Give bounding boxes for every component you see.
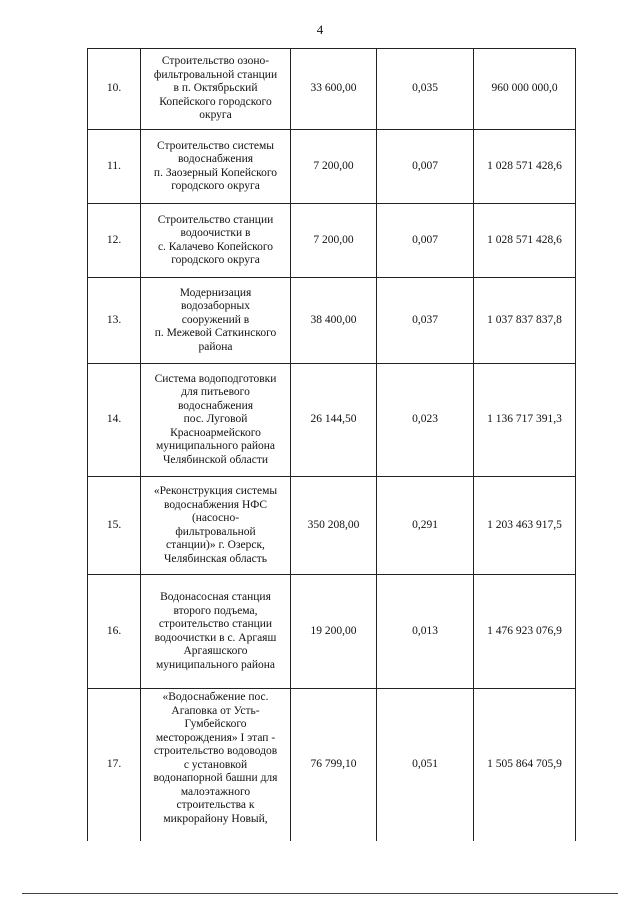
name-line: «Реконструкция системы xyxy=(153,485,278,497)
value-a: 350 208,00 xyxy=(291,477,377,575)
value-c: 1 028 571 428,6 xyxy=(474,130,576,204)
data-table xyxy=(87,48,576,841)
name-line: Челябинская область xyxy=(163,552,268,565)
value-a: 19 200,00 xyxy=(291,575,377,689)
name-line: водоочистки в с. Аргаяш xyxy=(154,631,277,644)
object-name xyxy=(141,278,291,364)
row-number: 13. xyxy=(88,278,141,364)
name-line: месторождения» I этап - xyxy=(155,731,276,744)
table-row xyxy=(88,689,576,841)
name-line: второго подъема, xyxy=(173,604,258,617)
value-b: 0,051 xyxy=(377,689,474,841)
name-line: малоэтажного xyxy=(180,785,251,798)
name-line: водоочистки в xyxy=(180,227,251,239)
table-row xyxy=(88,477,576,575)
value-b: 0,037 xyxy=(377,278,474,364)
name-line: для питьевого xyxy=(181,386,250,399)
row-number: 14. xyxy=(88,364,141,477)
name-line: водонапорной башни для xyxy=(153,772,278,784)
value-c: 1 505 864 705,9 xyxy=(474,689,576,841)
value-a: 7 200,00 xyxy=(291,204,377,278)
table-row xyxy=(88,278,576,364)
value-a: 76 799,10 xyxy=(291,689,377,841)
table-row xyxy=(88,49,576,130)
table-row xyxy=(88,130,576,204)
name-line: Челябинской области xyxy=(162,453,269,466)
name-line: п. Заозерный Копейского xyxy=(153,166,278,179)
name-line: «Водоснабжение пос. xyxy=(162,691,269,703)
name-line: с установкой xyxy=(183,758,248,771)
name-line: водозаборных xyxy=(181,300,250,313)
name-line: городского округа xyxy=(171,180,260,192)
name-line: Водонасосная станция xyxy=(160,591,271,603)
value-a: 38 400,00 xyxy=(291,278,377,364)
table-body xyxy=(88,49,576,841)
row-number: 16. xyxy=(88,575,141,689)
name-line: фильтровальной станции xyxy=(153,68,278,81)
value-b: 0,007 xyxy=(377,204,474,278)
value-c: 1 028 571 428,6 xyxy=(474,204,576,278)
object-name xyxy=(141,689,291,841)
name-line: округа xyxy=(199,109,232,122)
name-line: муниципального района xyxy=(156,658,275,671)
name-line: строительство водоводов xyxy=(153,745,278,757)
name-line: Система водоподготовки xyxy=(154,372,277,385)
value-b: 0,023 xyxy=(377,364,474,477)
value-c: 960 000 000,0 xyxy=(474,49,576,130)
object-name xyxy=(141,204,291,278)
name-line: с. Калачево Копейского xyxy=(157,240,274,253)
object-name xyxy=(141,575,291,689)
object-name xyxy=(141,130,291,204)
name-line: сооружений в xyxy=(181,313,250,326)
name-line: Строительство станции xyxy=(157,213,274,226)
row-number: 15. xyxy=(88,477,141,575)
value-a: 7 200,00 xyxy=(291,130,377,204)
name-line: Красноармейского xyxy=(170,426,261,439)
value-c: 1 136 717 391,3 xyxy=(474,364,576,477)
name-line: строительство станции xyxy=(158,618,273,630)
name-line: водоснабжения xyxy=(177,153,254,165)
value-a: 33 600,00 xyxy=(291,49,377,130)
name-line: Строительство системы xyxy=(156,139,275,152)
name-line: фильтровальной xyxy=(175,525,256,538)
name-line: района xyxy=(198,340,233,353)
table-row xyxy=(88,204,576,278)
name-line: Модернизация xyxy=(179,286,252,299)
name-line: п. Межевой Саткинского xyxy=(154,327,277,340)
name-line: водоснабжения xyxy=(177,399,254,412)
table-row xyxy=(88,364,576,477)
name-line: Копейского городского xyxy=(159,95,272,108)
object-name xyxy=(141,477,291,575)
name-line: городского округа xyxy=(171,254,260,266)
value-a: 26 144,50 xyxy=(291,364,377,477)
value-b: 0,291 xyxy=(377,477,474,575)
row-number: 10. xyxy=(88,49,141,130)
footer-rule xyxy=(22,893,618,894)
name-line: (насосно- xyxy=(191,512,240,524)
name-line: строительства к xyxy=(176,799,255,811)
name-line: Гумбейского xyxy=(184,718,247,730)
name-line: муниципального района xyxy=(156,440,275,453)
value-c: 1 203 463 917,5 xyxy=(474,477,576,575)
name-line: пос. Луговой xyxy=(183,413,248,426)
value-b: 0,035 xyxy=(377,49,474,130)
value-c: 1 476 923 076,9 xyxy=(474,575,576,689)
table-row xyxy=(88,575,576,689)
value-b: 0,013 xyxy=(377,575,474,689)
object-name xyxy=(141,49,291,130)
row-number: 12. xyxy=(88,204,141,278)
name-line: в п. Октябрьский xyxy=(173,82,258,95)
object-name xyxy=(141,364,291,477)
name-line: Агаповка от Усть- xyxy=(171,704,260,717)
name-line: Аргаяшского xyxy=(183,645,248,657)
value-b: 0,007 xyxy=(377,130,474,204)
page-number: 4 xyxy=(316,22,324,37)
value-c: 1 037 837 837,8 xyxy=(474,278,576,364)
name-line: микрорайону Новый, xyxy=(163,812,268,825)
row-number: 17. xyxy=(88,689,141,841)
name-line: станции)» г. Озерск, xyxy=(166,539,265,551)
row-number: 11. xyxy=(88,130,141,204)
name-line: водоснабжения НФС xyxy=(163,498,268,511)
name-line: Строительство озоно- xyxy=(161,55,270,68)
